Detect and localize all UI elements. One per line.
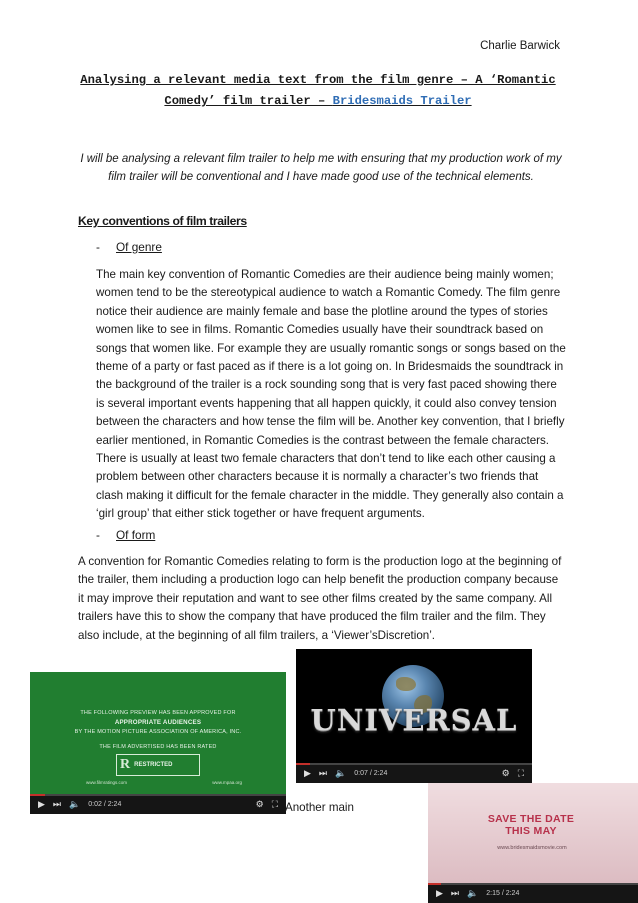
save-the-date-screenshot — [428, 783, 638, 903]
play-icon[interactable]: ▶ — [304, 767, 311, 778]
appropriate-audiences-text: APPROPRIATE AUDIENCES — [114, 719, 202, 726]
video-time: 2:15 / 2:24 — [486, 889, 520, 897]
title-line-1: Analysing a relevant media text from the film genre – A ‘Romantic — [80, 73, 556, 87]
bullet-dash: - — [96, 240, 100, 254]
form-label: Of form — [116, 528, 156, 542]
rating-box — [116, 754, 200, 776]
rating-urls — [86, 780, 242, 785]
bridesmaids-trailer-link[interactable]: Bridesmaids Trailer — [332, 94, 472, 108]
universal-logo: UNIVERSAL — [310, 703, 518, 737]
settings-icon[interactable]: ⚙ — [255, 798, 264, 809]
bullet-dash: - — [96, 528, 100, 542]
genre-label: Of genre — [116, 240, 162, 254]
volume-icon[interactable]: 🔈 — [69, 798, 81, 809]
title-line-2: Comedy’ film trailer – — [164, 94, 333, 108]
fullscreen-icon[interactable]: ⛶ — [271, 798, 278, 809]
rating-text: RESTRICTED — [134, 762, 173, 768]
save-the-date-frame — [428, 783, 638, 883]
film-rated-text: THE FILM ADVERTISED HAS BEEN RATED — [99, 744, 217, 750]
video-time: 0:07 / 2:24 — [354, 769, 388, 777]
next-icon[interactable]: ⏭ — [52, 798, 62, 809]
play-icon[interactable]: ▶ — [436, 887, 443, 898]
universal-logo-screenshot — [296, 649, 532, 783]
save-the-date-text: SAVE THE DATE THIS MAY — [487, 813, 575, 837]
next-icon[interactable]: ⏭ — [318, 767, 328, 778]
seek-bar[interactable] — [30, 794, 286, 796]
seek-bar[interactable] — [428, 883, 638, 885]
volume-icon[interactable]: 🔈 — [335, 767, 347, 778]
filmratings-url: www.filmratings.com — [86, 780, 128, 785]
intro-paragraph: I will be analysing a relevant film trailer to help me with ensuring that my production work of my film trailer will be conventional and I have made good use of the technical elements. — [80, 153, 562, 183]
play-icon[interactable]: ▶ — [38, 798, 45, 809]
mpaa-url: www.mpaa.org — [212, 780, 242, 785]
settings-icon[interactable]: ⚙ — [501, 767, 510, 778]
video-controls — [30, 794, 286, 814]
globe-land — [396, 677, 416, 691]
subheading-genre — [96, 240, 162, 254]
seek-bar[interactable] — [296, 763, 532, 765]
image-caption: Another main — [285, 801, 354, 814]
bridesmaids-site-text: www.bridesmaidsmovie.com — [497, 845, 567, 851]
volume-icon[interactable]: 🔈 — [467, 887, 479, 898]
video-time: 0:02 / 2:24 — [88, 800, 122, 808]
video-controls — [296, 763, 532, 783]
green-band-frame — [30, 672, 286, 794]
subheading-form — [96, 528, 155, 542]
rating-letter: R — [120, 757, 131, 772]
document-title — [68, 70, 568, 112]
genre-paragraph: The main key convention of Romantic Comedies are their audience being mainly women; women tend to be the stereotypical audience to watch a Romantic Comedy. The film genre notice their audience are mainly female and base the plotline around the types of stories women like to see in films. Romantic Comedies usually have their soundtrack based on songs that women like. For example they are usually romantic songs or songs based on the theme of a party or fast paced as if there is a lot going on. In Bridesmaids the soundtrack in the background of the trailer is a rock sounding song that is very fast paced showing there is several important events happening that all happen quickly, it could also convey tension between the characters and how tense the film will be. Another key convention, that I briefly earlier mentioned, in Romantic Comedies is the contrast between the female characters. There is usually at least two female characters that don’t tend to like each other causing a problem between other characters because it is normally a character’s two friends that clash making it difficult for the female character in the middle. They generally also contain a ‘girl group’ that either stick together or have frequent arguments. — [96, 268, 566, 521]
mpaa-text: BY THE MOTION PICTURE ASSOCIATION OF AMERICA, INC. — [74, 729, 242, 735]
green-band-screenshot — [30, 672, 286, 814]
fullscreen-icon[interactable]: ⛶ — [517, 767, 524, 778]
key-conventions-heading: Key conventions of film trailers — [78, 214, 247, 228]
preview-approved-text: THE FOLLOWING PREVIEW HAS BEEN APPROVED FOR — [80, 710, 236, 716]
video-controls — [428, 883, 638, 903]
author-name: Charlie Barwick — [480, 40, 560, 52]
next-icon[interactable]: ⏭ — [450, 887, 460, 898]
form-paragraph: A convention for Romantic Comedies relating to form is the production logo at the beginning of the trailer, them including a production logo can help benefit the production company because it may improve their reputation and want to see other films created by the same company. All trailers have this to show the company that have produced the film trailer and the film. They also include, at the beginning of all film trailers, a ‘Viewer’sDiscretion’. — [78, 555, 562, 642]
